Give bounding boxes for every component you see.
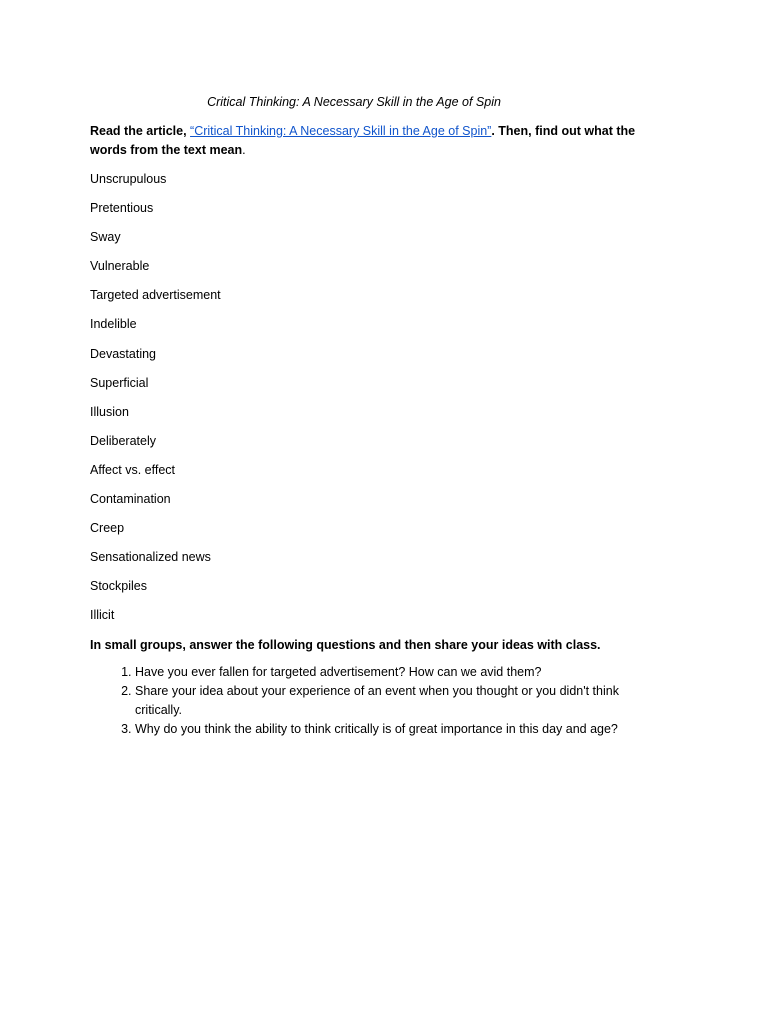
instructions-paragraph xyxy=(90,122,648,160)
vocabulary-word: Deliberately xyxy=(90,433,157,448)
vocabulary-word: Vulnerable xyxy=(90,259,150,274)
vocabulary-word: Contamination xyxy=(90,492,171,507)
question-item: 1. Have you ever fallen for targeted advertisement? How can we avid them? xyxy=(135,663,648,682)
vocabulary-word: Stockpiles xyxy=(90,579,147,594)
article-link[interactable]: “Critical Thinking: A Necessary Skill in the Age of Spin” xyxy=(190,124,492,138)
vocabulary-word: Superficial xyxy=(90,375,149,390)
question-item: 2. Share your idea about your experience of an event when you thought or you didn't think critically. xyxy=(135,682,648,720)
instructions-period: . xyxy=(242,143,246,157)
question-item: 3. Why do you think the ability to think critically is of great importance in this day and age? xyxy=(135,720,648,739)
vocabulary-word: Targeted advertisement xyxy=(90,288,221,303)
group-questions-heading: In small groups, answer the following questions and then share your ideas with class. xyxy=(90,637,601,652)
vocabulary-word: Illicit xyxy=(90,608,115,623)
document-title: Critical Thinking: A Necessary Skill in the Age of Spin xyxy=(207,95,501,109)
vocabulary-word: Pretentious xyxy=(90,201,154,216)
vocabulary-word: Creep xyxy=(90,521,125,536)
vocabulary-word: Sensationalized news xyxy=(90,550,211,565)
instructions-after-link: . Then, find out what the words from the text mean xyxy=(90,124,636,157)
instructions-lead: Read the article, xyxy=(90,124,191,138)
vocabulary-word: Indelible xyxy=(90,317,137,332)
vocabulary-word: Devastating xyxy=(90,346,157,361)
vocabulary-word: Affect vs. effect xyxy=(90,462,175,477)
questions-list xyxy=(90,663,648,739)
vocabulary-list xyxy=(90,170,648,625)
vocabulary-word: Sway xyxy=(90,230,121,245)
vocabulary-word: Illusion xyxy=(90,404,129,419)
vocabulary-word: Unscrupulous xyxy=(90,172,167,186)
